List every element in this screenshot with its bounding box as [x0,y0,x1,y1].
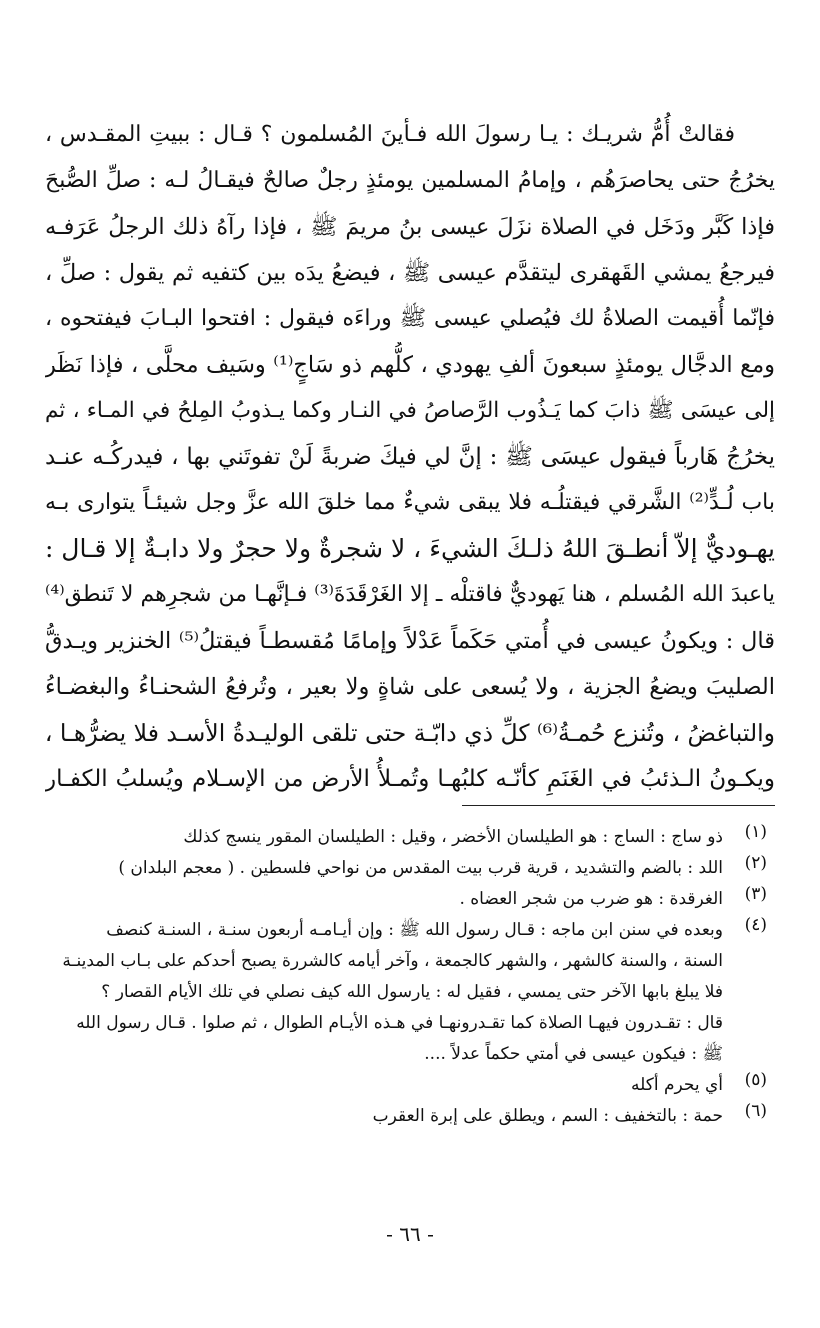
text-line: فإنّما أُقيمت الصلاةُ لك فيُصلي عيسى ﷺ وراءَه فيقول : افتحوا البـابَ فيفتحوه ، [45,306,775,331]
text-line: ياعبدَ الله المُسلم ، هنا يَهوديٌّ فاقتلْه ـ إلا الغَرْقَدَةَ⁽³⁾ فـإنَّهـا من شجرِهم لا تَنطق⁽⁴⁾ [45,582,775,607]
text-line: باب لُـدٍّ⁽²⁾ الشَّرقي فيقتلُـه فلا يبقى شيءٌ مما خلقَ الله عزَّ وجل شيئـاً يتوارى بـه [45,490,775,515]
footnote-number: (٣) [744,884,767,904]
footnote-number: (٥) [744,1070,767,1090]
text-line: الصليبَ ويضعُ الجزية ، ولا يُسعى على شاةٍ ولا بعير ، وتُرفعُ الشحنـاءُ والبغضـاءُ [45,674,775,700]
text-line: فقالتْ أُمُّ شريـك : يـا رسولَ الله فـأينَ المُسلمون ؟ قـال : ببيتِ المقـدس ، [45,122,735,147]
footnote [45,884,775,915]
footnote-number: (٤) [744,915,767,935]
text-line: يهـوديٌّ إلاّ أنطـقَ اللهُ ذلـكَ الشيءَ ، لا شجرةٌ ولا حجرٌ ولا دابـةٌ إلا قـال : [45,534,775,563]
footnote [45,1101,775,1132]
footnote-number: (١) [744,822,767,842]
footnote-number: (٦) [744,1101,767,1121]
footnote-number: (٢) [744,853,767,873]
text-line: إلى عيسَى ﷺ ذابَ كما يَـذُوب الرَّصاصُ في النـار وكما يـذوبُ المِلحُ في المـاء ، ثم [45,398,775,423]
footnote [45,853,775,884]
footnote-text: اللد : بالضم والتشديد ، قرية قرب بيت المقدس من نواحي فلسطين . ( معجم البلدان ) [118,858,723,878]
footnote-text: أي يحرم أكله [630,1075,723,1095]
text-line: يخرُجُ هَارباً فيقول عيسَى ﷺ : إنَّ لي فيكَ ضربةً لَنْ تفوتَني بها ، فيدركُـه عنـد [45,444,775,470]
footnote-text: السنة ، والسنة كالشهر ، والشهر كالجمعة ، وآخر أيامه كالشررة يصبح أحدكم على بـاب المدينـة [62,951,723,971]
text-line: ومع الدجَّال يومئذٍ سبعونَ ألفِ يهودي ، كلُّهم ذو سَاجٍ⁽¹⁾ وسَيف محلَّى ، فإذا نَظَر [45,352,775,378]
footnote-text: حمة : بالتخفيف : السم ، ويطلق على إبرة العقرب [372,1106,723,1126]
footnote-text: ذو ساج : الساج : هو الطيلسان الأخضر ، وقيل : الطيلسان المقور ينسج كذلك [183,827,723,847]
page-number: - ٦٦ - [386,1222,434,1246]
footnotes [45,822,775,1132]
footnote-text: الغرقدة : هو ضرب من شجر العضاه . [459,889,723,909]
text-line: يخرُجُ حتى يحاصرَهُم ، وإمامُ المسلمين يومئذٍ رجلٌ صالحٌ فيقـالُ لـه : صلِّ الصُّبحَ [45,168,775,193]
footnote [45,1070,775,1101]
text-line: فيرجعُ يمشي القَهقرى ليتقدَّم عيسى ﷺ ، فيضعُ يدَه بين كتفيه ثم يقول : صلِّ ، [45,260,775,286]
text-line: ويكـونُ الـذئبُ في الغَنَمِ كأنّـه كلبُهـا وتُمـلأُ الأرض من الإسـلام ويُسلبُ الكفـار [45,766,775,792]
text-line: والتباغضُ ، وتُنزع حُمـةُ⁽⁶⁾ كلِّ ذي دابّـة حتى تلقى الوليـدةُ الأسـد فلا يضرُّهـا ، [45,719,775,747]
text-line: فإذا كَبَّر ودَخَل في الصلاة نزَلَ عيسى بنُ مريمَ ﷺ ، فإذا رآهُ ذلك الرجلُ عَرَفـه [45,214,775,240]
footnote-text: ﷺ : فيكون عيسى في أمتي حكماً عدلاً .... [424,1044,723,1064]
footnote-text: قال : تقـدرون فيهـا الصلاة كما تقـدرونهـا في هـذه الأيـام الطوال ، ثم صلوا . قـال رسول الله [76,1013,723,1033]
text-line: قال : ويكونُ عيسى في أُمتي حَكَماً عَدْلاً وإمامًا مُقسطـاً فيقتلُ⁽⁵⁾ الخنزير ويـدقُّ [45,628,775,654]
footnote-separator [462,805,775,806]
footnote-text: فلا يبلغ بابها الآخر حتى يمسي ، فقيل له : يارسول الله كيف نصلي في تلك الأيام القصار ؟ [101,982,723,1002]
footnote [45,915,775,1070]
footnote-text: وبعده في سنن ابن ماجه : قـال رسول الله ﷺ : وإن أيـامـه أربعون سنـة ، السنـة كنصف [106,920,723,940]
footnote [45,822,775,853]
main-text [45,112,775,802]
